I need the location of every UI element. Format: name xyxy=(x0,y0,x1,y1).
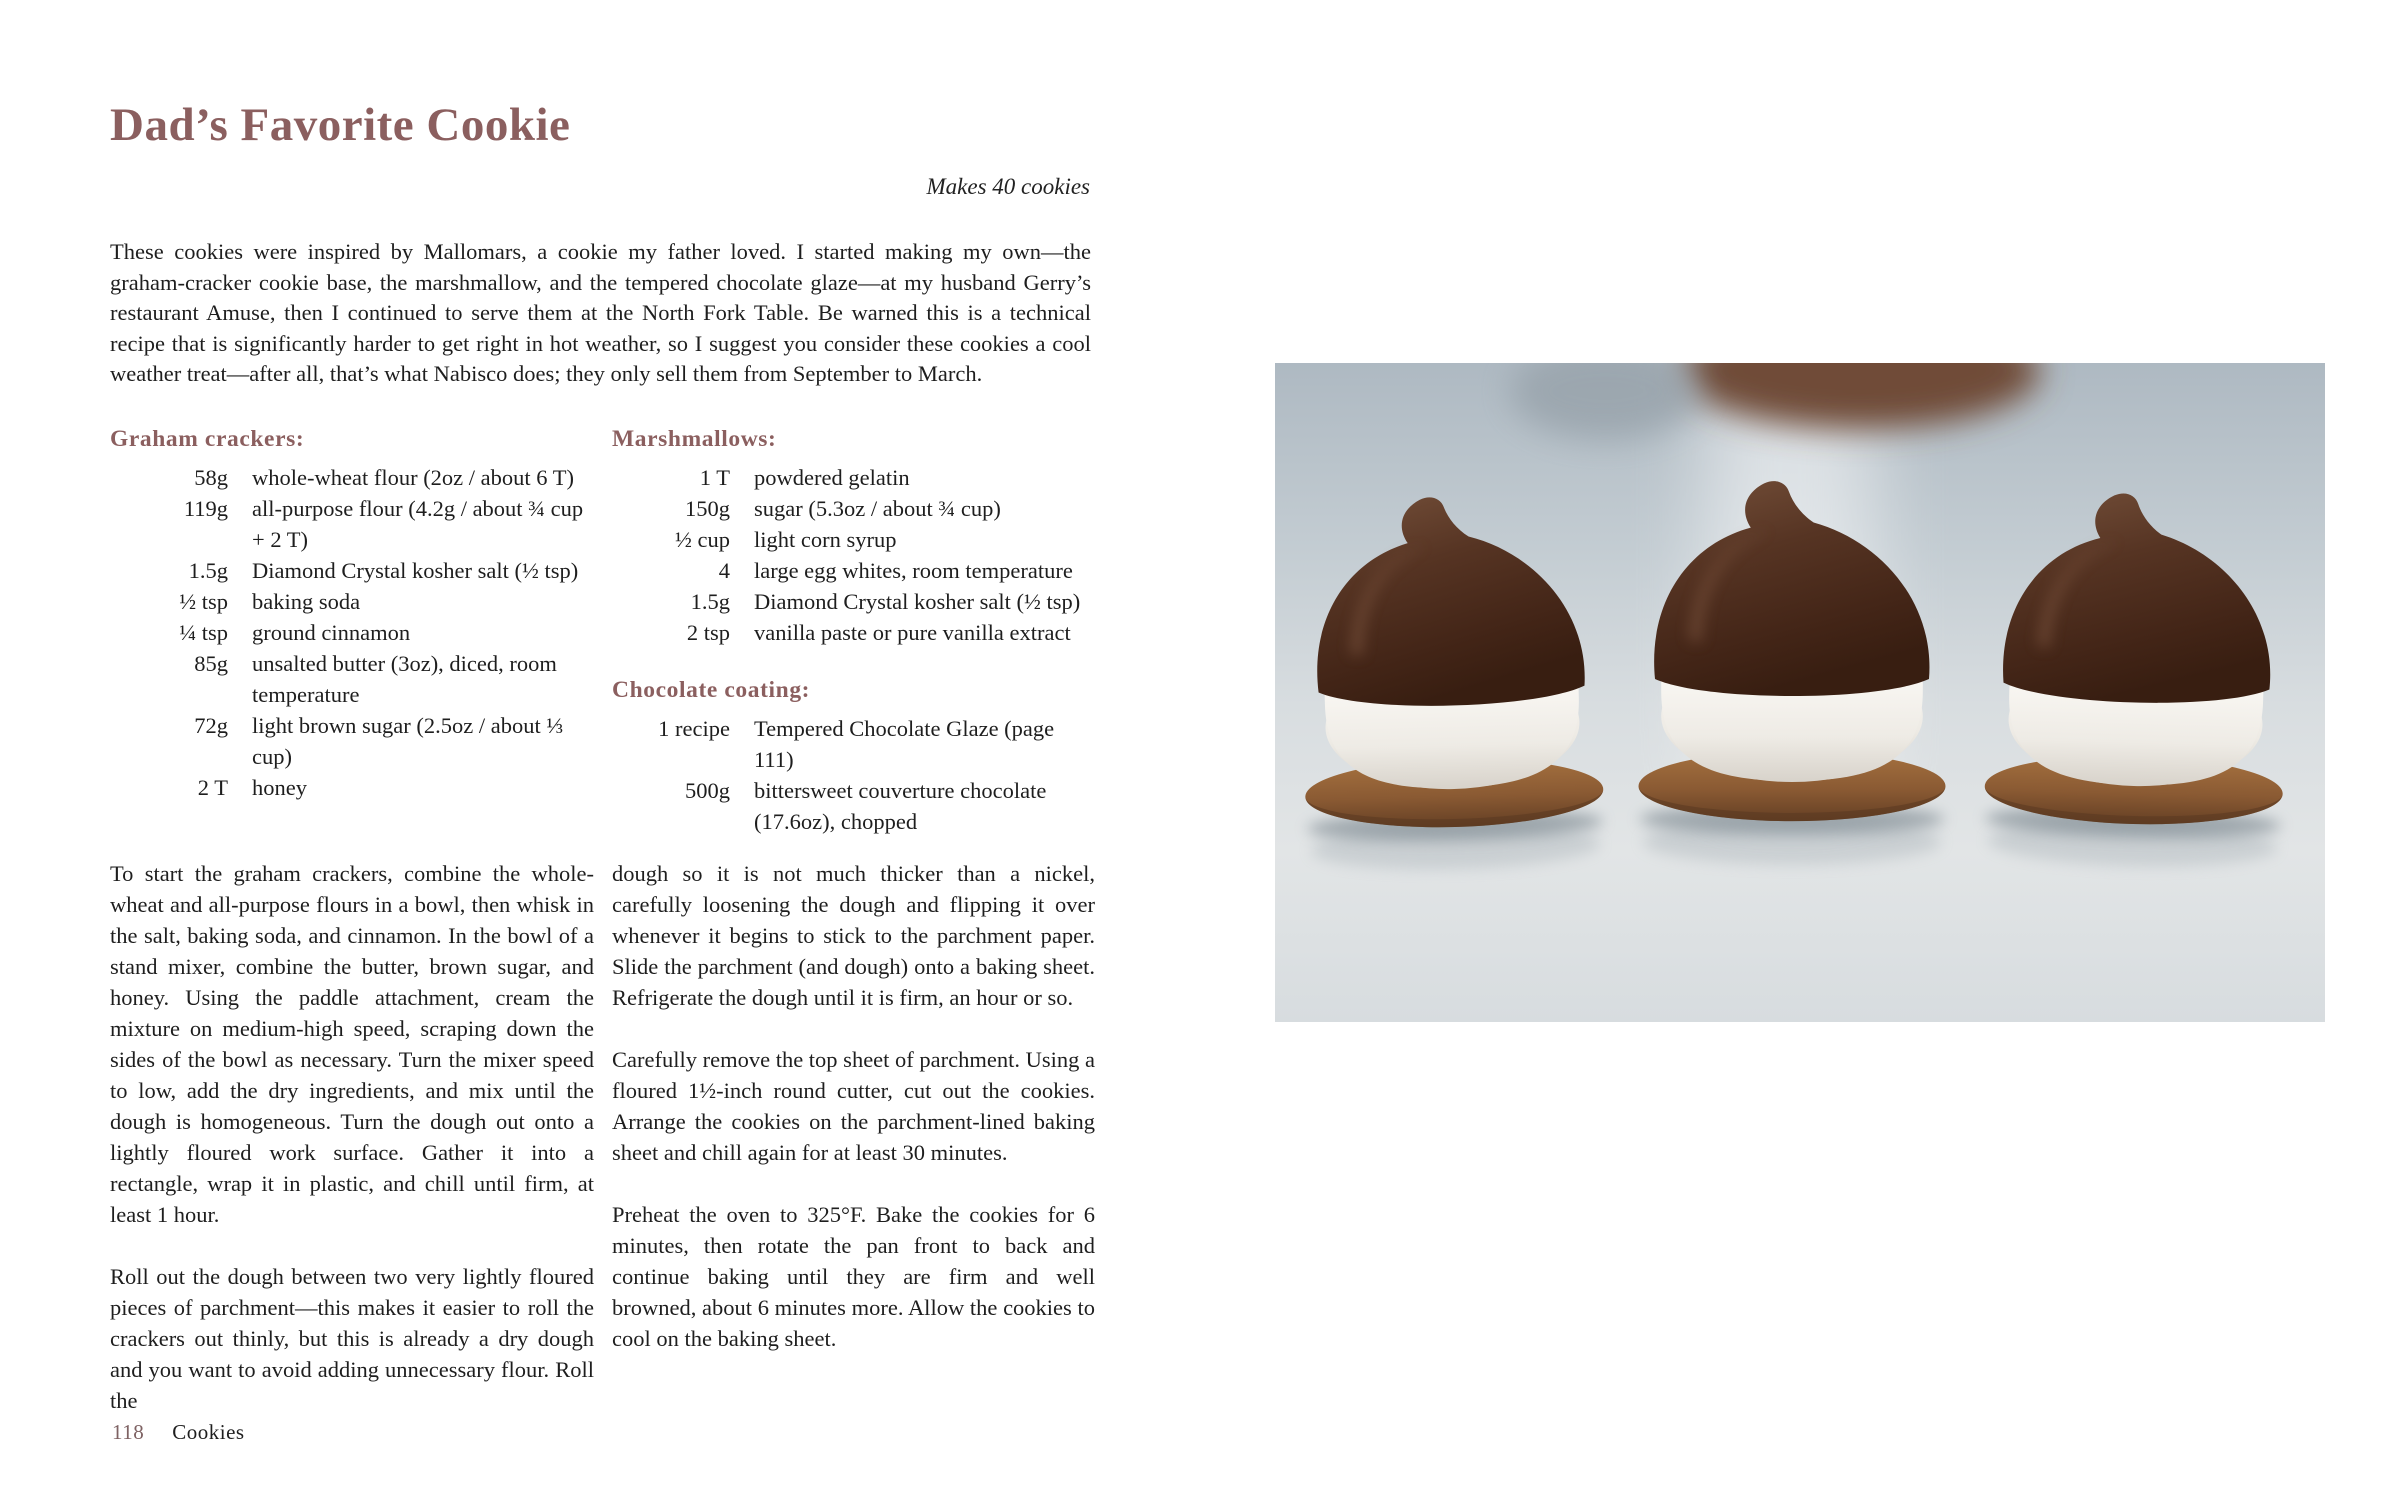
ingredient-row xyxy=(110,493,594,555)
recipe-photo xyxy=(1275,363,2325,1022)
ingredient-name: sugar (5.3oz / about ¾ cup) xyxy=(754,496,1001,521)
ingredient-quantity: 1.5g xyxy=(690,589,730,614)
ingredient-name: ground cinnamon xyxy=(252,620,411,645)
ingredient-row xyxy=(110,586,594,617)
chapter-name: Cookies xyxy=(172,1420,245,1444)
ingredient-name: light brown sugar (2.5oz / about ⅓ cup) xyxy=(252,713,564,769)
ingredient-quantity: 1 recipe xyxy=(658,716,730,741)
ingredient-row xyxy=(612,586,1095,617)
section-heading: Chocolate coating: xyxy=(612,677,811,703)
ingredient-name: unsalted butter (3oz), diced, room temperature xyxy=(252,651,557,707)
ingredient-quantity: ¼ tsp xyxy=(179,620,228,645)
ingredient-name: Diamond Crystal kosher salt (½ tsp) xyxy=(252,558,579,583)
page-footer xyxy=(112,1420,245,1445)
instruction-paragraph: Preheat the oven to 325°F. Bake the cookies for 6 minutes, then rotate the pan front to back and continue baking until they are firm and well browned, about 6 minutes more. Allow the cookies to cool on the baking sheet. xyxy=(612,1202,1095,1351)
intro-paragraph: These cookies were inspired by Mallomars, a cookie my father loved. I started making my own—the graham-cracker cookie base, the marshmallow, and the tempered chocolate glaze—at my husband Gerry’s restaurant Amuse, then I continued to serve them at the North Fork Table. Be warned this is a technical recipe that is significantly harder to get right in hot weather, so I suggest you consider these cookies a cool weather treat—after all, that’s what Nabisco does; they only sell them from September to March. xyxy=(110,239,1091,386)
ingredient-row xyxy=(612,555,1095,586)
ingredient-name: all-purpose flour (4.2g / about ¾ cup + 2 T) xyxy=(252,496,584,552)
ingredient-row xyxy=(612,462,1095,493)
ingredient-name: vanilla paste or pure vanilla extract xyxy=(754,620,1071,645)
section-heading: Marshmallows: xyxy=(612,426,777,452)
ingredient-quantity: 2 tsp xyxy=(686,620,730,645)
ingredient-name: Tempered Chocolate Glaze (page 111) xyxy=(754,716,1055,772)
ingredient-row xyxy=(612,617,1095,648)
instruction-paragraph: Roll out the dough between two very lightly floured pieces of parchment—this makes it easier to roll the crackers out thinly, but this is already a dry dough and you want to avoid adding unnecessary flour. Roll the xyxy=(110,1264,594,1413)
ingredient-quantity: 2 T xyxy=(197,775,228,800)
page-title: Dad’s Favorite Cookie xyxy=(110,99,571,151)
ingredient-quantity: ½ cup xyxy=(675,527,730,552)
ingredient-name: honey xyxy=(252,775,307,800)
ingredient-quantity: 58g xyxy=(194,465,228,490)
ingredient-row xyxy=(110,617,594,648)
ingredient-row xyxy=(612,493,1095,524)
instructions-column-1 xyxy=(110,858,594,1416)
instruction-paragraph: dough so it is not much thicker than a nickel, carefully loosening the dough and flipping it over whenever it begins to stick to the parchment paper. Slide the parchment (and dough) onto a baking sheet. Refrigerate the dough until it is firm, an hour or so. xyxy=(612,861,1095,1010)
page-number: 118 xyxy=(112,1420,145,1444)
ingredient-row xyxy=(110,772,594,803)
ingredient-quantity: 150g xyxy=(685,496,730,521)
ingredient-row xyxy=(110,648,594,710)
instruction-paragraph: Carefully remove the top sheet of parchment. Using a floured 1½-inch round cutter, cut out the cookies. Arrange the cookies on the parchment-lined baking sheet and chill again for at least 30 minutes. xyxy=(612,1047,1095,1165)
ingredient-name: large egg whites, room temperature xyxy=(754,558,1073,583)
ingredient-quantity: 1 T xyxy=(699,465,730,490)
ingredients-column-right xyxy=(612,426,1095,837)
instruction-paragraph: To start the graham crackers, combine the whole-wheat and all-purpose flours in a bowl, then whisk in the salt, baking soda, and cinnamon. In the bowl of a stand mixer, combine the butter, brown sugar, and honey. Using the paddle attachment, cream the mixture on medium-high speed, scraping down the sides of the bowl as necessary. Turn the mixer speed to low, add the dry ingredients, and mix until the dough is homogeneous. Turn the dough out onto a lightly floured work surface. Gather it into a rectangle, wrap it in plastic, and chill until firm, at least 1 hour. xyxy=(110,861,594,1227)
ingredient-name: whole-wheat flour (2oz / about 6 T) xyxy=(252,465,574,490)
ingredient-row xyxy=(612,775,1095,837)
cookie-photo-illustration xyxy=(1275,363,2325,1022)
ingredient-quantity: ½ tsp xyxy=(179,589,228,614)
ingredient-quantity: 4 xyxy=(718,558,730,583)
ingredient-row xyxy=(110,710,594,772)
ingredient-quantity: 85g xyxy=(194,651,228,676)
ingredient-row xyxy=(110,555,594,586)
ingredient-row xyxy=(110,462,594,493)
instructions-column-2 xyxy=(612,858,1095,1354)
ingredient-name: Diamond Crystal kosher salt (½ tsp) xyxy=(754,589,1081,614)
ingredient-row xyxy=(612,713,1095,775)
ingredient-name: light corn syrup xyxy=(754,527,897,552)
ingredient-name: bittersweet couverture chocolate (17.6oz), chopped xyxy=(754,778,1047,834)
ingredients-column-left xyxy=(110,426,594,803)
ingredient-quantity: 119g xyxy=(183,496,228,521)
ingredient-quantity: 1.5g xyxy=(188,558,228,583)
ingredient-row xyxy=(612,524,1095,555)
ingredient-name: baking soda xyxy=(252,589,361,614)
section-heading: Graham crackers: xyxy=(110,426,305,452)
ingredient-quantity: 500g xyxy=(685,778,730,803)
ingredient-name: powdered gelatin xyxy=(754,465,910,490)
yield-note: Makes 40 cookies xyxy=(926,174,1090,199)
ingredient-quantity: 72g xyxy=(194,713,228,738)
